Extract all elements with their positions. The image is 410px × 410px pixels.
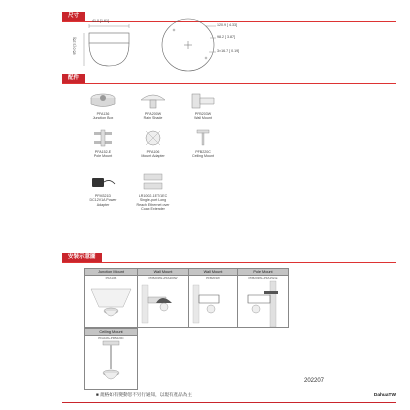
accessory-model: LR1002-1ET/1EC: [138, 194, 168, 198]
mount-adapter-icon: [138, 128, 168, 148]
junction-box-icon: [88, 90, 118, 110]
install-panel-pole-mount: [237, 268, 289, 328]
panel-subtitle: PFB203W: [206, 276, 220, 280]
accessory-desc: Reach Ethernet over: [136, 202, 170, 207]
front-width-dimension: 41.0 [1.61]: [92, 19, 109, 23]
accessories-section-header: [62, 74, 396, 84]
accessory-model: PFA106: [146, 150, 160, 154]
panel-title: Pole Mount: [238, 269, 288, 276]
accessory-model: PFM321D: [94, 194, 112, 198]
panel-title: Wall Mount: [138, 269, 188, 276]
disclaimer-note: ■ 規格如有變動恕不另行通知，以現有產品為主: [96, 392, 192, 397]
accessory-model: PFB203W: [194, 112, 212, 116]
accessory-wall-mount: [168, 90, 238, 121]
accessory-ceiling-mount: [168, 128, 238, 159]
footer-rule: [62, 402, 396, 403]
panel-subtitle: PFB203W+PFA200W: [148, 276, 178, 280]
panel-subtitle: PFA136: [105, 276, 117, 280]
wall-mount-icon: [188, 90, 218, 110]
accessory-desc: Adapter: [96, 202, 110, 207]
panel-title: Ceiling Mount: [85, 329, 137, 336]
rain-shade-icon: [138, 90, 168, 110]
panel-subtitle: PFB203W+PFA152-E: [248, 276, 278, 280]
accessory-desc: Ceiling Mount: [192, 154, 214, 159]
ceiling-mount-icon: [188, 128, 218, 148]
accessory-desc: Wall Mount: [194, 116, 212, 121]
document-version: 202207: [304, 378, 325, 384]
accessory-model: PFB220C: [195, 150, 211, 154]
top-inner-diameter: 98.2 [ 3.87]: [217, 35, 235, 39]
installation-section-title: 安裝示意圖: [62, 253, 102, 262]
front-height-dimension: 85.0 [3.35]: [72, 37, 77, 55]
dimensions-section-title: 尺寸: [62, 12, 85, 21]
brand-logo: DahuaTW: [373, 393, 396, 398]
power-adapter-icon: [88, 172, 118, 192]
accessory-desc: Rain Shade: [143, 116, 163, 121]
accessory-model: PFA152-E: [94, 150, 112, 154]
accessory-model: PFA200W: [144, 112, 162, 116]
accessory-desc: Junction Box: [92, 116, 114, 121]
top-hole-diameter: 3×16.7 [ 0.19]: [217, 49, 240, 53]
panel-title: Wall Mount: [189, 269, 237, 276]
install-panel-wall-mount: [188, 268, 238, 328]
accessory-desc: DC12V1A Power: [89, 198, 117, 203]
panel-title: Junction Mount: [85, 269, 137, 276]
accessory-desc: Coax Extender: [141, 207, 165, 212]
accessory-model: PFA136: [96, 112, 110, 116]
junction-mount-illustration: [85, 281, 137, 327]
pole-mount-illustration: [238, 281, 288, 327]
wall-mount-illustration: [189, 281, 237, 327]
dome-top-view-drawing: [160, 18, 220, 78]
dome-front-view-drawing: [86, 24, 146, 74]
eoc-extender-icon: [138, 172, 168, 192]
dimensions-section-header: [62, 12, 396, 22]
install-panel-wall-mount-rain: [137, 268, 189, 328]
install-panel-junction-mount: [84, 268, 138, 328]
accessory-desc: Mount Adapter: [141, 154, 165, 159]
accessory-desc: Single-port Long: [139, 198, 167, 203]
install-panel-ceiling-mount: [84, 328, 138, 390]
wall-mount-rain-illustration: [138, 281, 188, 327]
accessories-section-title: 配件: [62, 74, 85, 83]
panel-subtitle: PFA106+PFB220C: [98, 336, 124, 340]
accessory-eoc-extender: [118, 172, 188, 212]
pole-mount-icon: [88, 128, 118, 148]
installation-section-header: [62, 253, 396, 263]
ceiling-mount-illustration: [85, 341, 137, 389]
top-outer-diameter: 120.9 [ 4.33]: [217, 23, 237, 27]
accessory-desc: Pole Mount: [93, 154, 113, 159]
